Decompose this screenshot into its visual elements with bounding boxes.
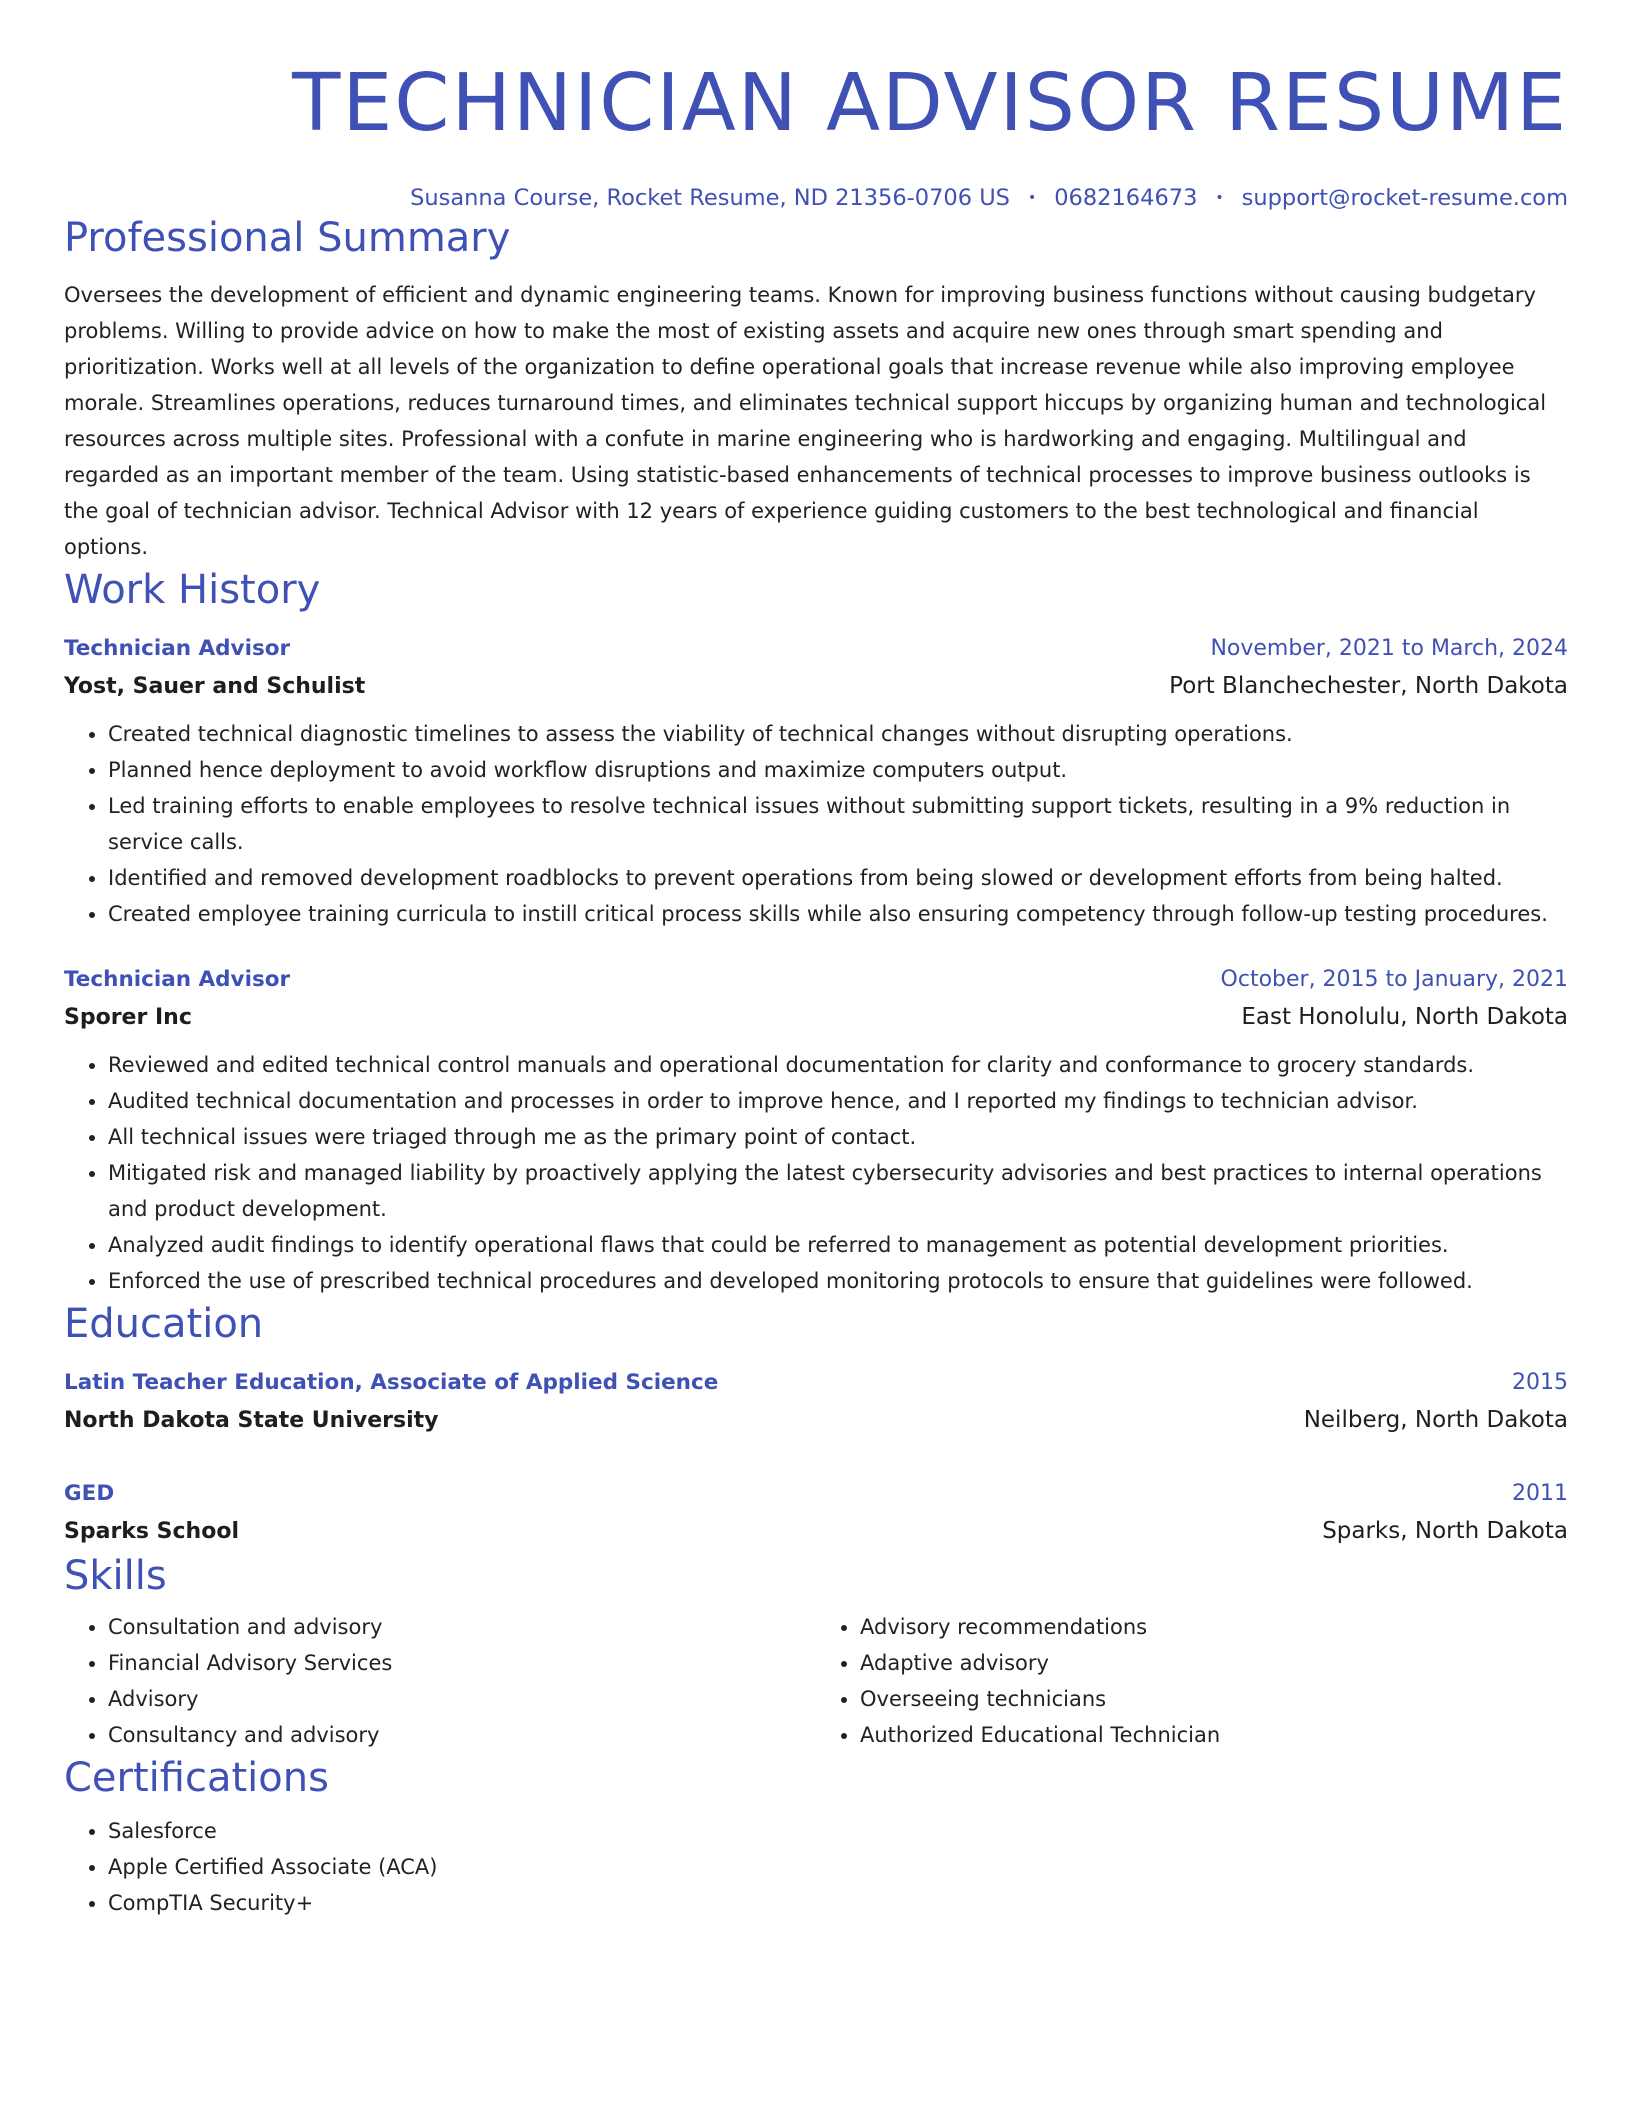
- job-bullet: • Planned hence deployment to avoid workflow disruptions and maximize computers output.: [108, 752, 1568, 788]
- job-bullet: • Analyzed audit findings to identify operational flaws that could be referred to management as potential development priorities.: [108, 1227, 1568, 1263]
- certification-item: • Apple Certified Associate (ACA): [108, 1849, 1568, 1885]
- skill-item: • Financial Advisory Services: [108, 1645, 816, 1681]
- summary-text: Oversees the development of efficient and dynamic engineering teams. Known for improving business functions without causing budgetary problems. Willing to provide advice on how to make the most of existing assets and acquire new ones through smart spending and prioritization. Works well at all levels of the organization to define operational goals that increase revenue while also improving employee morale. Streamlines operations, reduces turnaround times, and eliminates technical support hiccups by organizing human and technological resources across multiple sites. Professional with a confute in marine engineering who is hardworking and engaging. Multilingual and regarded as an important member of the team. Using statistic-based enhancements of technical processes to improve business outlooks is the goal of technician advisor. Technical Advisor with 12 years of experience guiding customers to the best technological and financial options.: [64, 283, 1547, 559]
- job-bullet: • Enforced the use of prescribed technical procedures and developed monitoring protocols to ensure that guidelines were followed.: [108, 1263, 1568, 1299]
- certification-item: • CompTIA Security+: [108, 1885, 1568, 1921]
- job-bullet: • Identified and removed development roadblocks to prevent operations from being slowed or development efforts from being halted.: [108, 860, 1568, 896]
- contact-email: support@rocket-resume.com: [1241, 185, 1568, 211]
- job-bullet: • Audited technical documentation and processes in order to improve hence, and I reported my findings to technician advisor.: [108, 1083, 1568, 1119]
- skill-item: • Advisory: [108, 1681, 816, 1717]
- job-title: Technician Advisor: [64, 636, 291, 661]
- contact-separator: •: [1027, 190, 1037, 206]
- job-bullet: • Created technical diagnostic timelines to assess the viability of technical changes without disrupting operations.: [108, 716, 1568, 752]
- education-header-row: [64, 1476, 1568, 1512]
- resume-title: TECHNICIAN ADVISOR RESUME: [292, 57, 1568, 149]
- job-entry: [64, 631, 1568, 932]
- skill-item: • Adaptive advisory: [860, 1645, 1568, 1681]
- education-header-row: [64, 1365, 1568, 1401]
- contact-phone: 0682164673: [1054, 185, 1198, 211]
- contact-separator: •: [1215, 190, 1224, 206]
- skill-item: • Consultation and advisory: [108, 1609, 816, 1645]
- education-school-row: [64, 1512, 1568, 1551]
- education-year: 2015: [1512, 1370, 1568, 1395]
- skill-item: • Authorized Educational Technician: [860, 1717, 1568, 1753]
- education-degree: Latin Teacher Education, Associate of Applied Science: [64, 1370, 719, 1395]
- job-dates: October, 2015 to January, 2021: [1220, 967, 1568, 992]
- education-entry: [64, 1365, 1568, 1440]
- education-school: Sparks School: [64, 1519, 239, 1544]
- job-company: Sporer Inc: [64, 1005, 192, 1030]
- job-location: Port Blanchechester, North Dakota: [1169, 673, 1568, 699]
- certification-item: • Salesforce: [108, 1813, 1568, 1849]
- work-history-heading: Work History: [64, 567, 321, 613]
- skill-item: • Advisory recommendations: [860, 1609, 1568, 1645]
- job-bullets: [64, 716, 1568, 932]
- skill-item: • Consultancy and advisory: [108, 1717, 816, 1753]
- job-entry: [64, 962, 1568, 1299]
- job-company: Yost, Sauer and Schulist: [64, 674, 366, 699]
- education-location: Sparks, North Dakota: [1322, 1518, 1568, 1544]
- job-header-row: [64, 631, 1568, 667]
- job-title: Technician Advisor: [64, 967, 291, 992]
- certifications-heading: Certifications: [64, 1755, 329, 1801]
- job-company-row: [64, 667, 1568, 706]
- education-entry: [64, 1476, 1568, 1551]
- job-bullet: • Created employee training curricula to instill critical process skills while also ensuring competency through follow-up testing procedures.: [108, 896, 1568, 932]
- skills-column-left: [64, 1609, 816, 1753]
- job-location: East Honolulu, North Dakota: [1241, 1004, 1568, 1030]
- job-company-row: [64, 998, 1568, 1037]
- education-school: North Dakota State University: [64, 1408, 439, 1433]
- job-bullet: • Led training efforts to enable employees to resolve technical issues without submitting support tickets, resulting in a 9% reduction in service calls.: [108, 788, 1568, 860]
- skills-list: [64, 1609, 1568, 1753]
- education-location: Neilberg, North Dakota: [1303, 1407, 1568, 1433]
- skill-item: • Overseeing technicians: [860, 1681, 1568, 1717]
- job-bullet: • All technical issues were triaged through me as the primary point of contact.: [108, 1119, 1568, 1155]
- job-bullet: • Mitigated risk and managed liability by proactively applying the latest cybersecurity advisories and best practices to internal operations and product development.: [108, 1155, 1568, 1227]
- education-school-row: [64, 1401, 1568, 1440]
- job-bullets: [64, 1047, 1568, 1299]
- certifications-list: [64, 1813, 1568, 1921]
- skills-heading: Skills: [64, 1553, 167, 1599]
- job-bullet: • Reviewed and edited technical control manuals and operational documentation for clarity and conformance to grocery standards.: [108, 1047, 1568, 1083]
- education-heading: Education: [64, 1301, 264, 1347]
- job-dates: November, 2021 to March, 2024: [1210, 636, 1568, 661]
- contact-address: Susanna Course, Rocket Resume, ND 21356-0706 US: [410, 185, 1010, 211]
- education-degree: GED: [64, 1481, 115, 1506]
- summary-heading: Professional Summary: [64, 215, 511, 261]
- job-header-row: [64, 962, 1568, 998]
- education-year: 2011: [1512, 1481, 1568, 1506]
- contact-line: [64, 183, 1568, 213]
- skills-column-right: [816, 1609, 1568, 1753]
